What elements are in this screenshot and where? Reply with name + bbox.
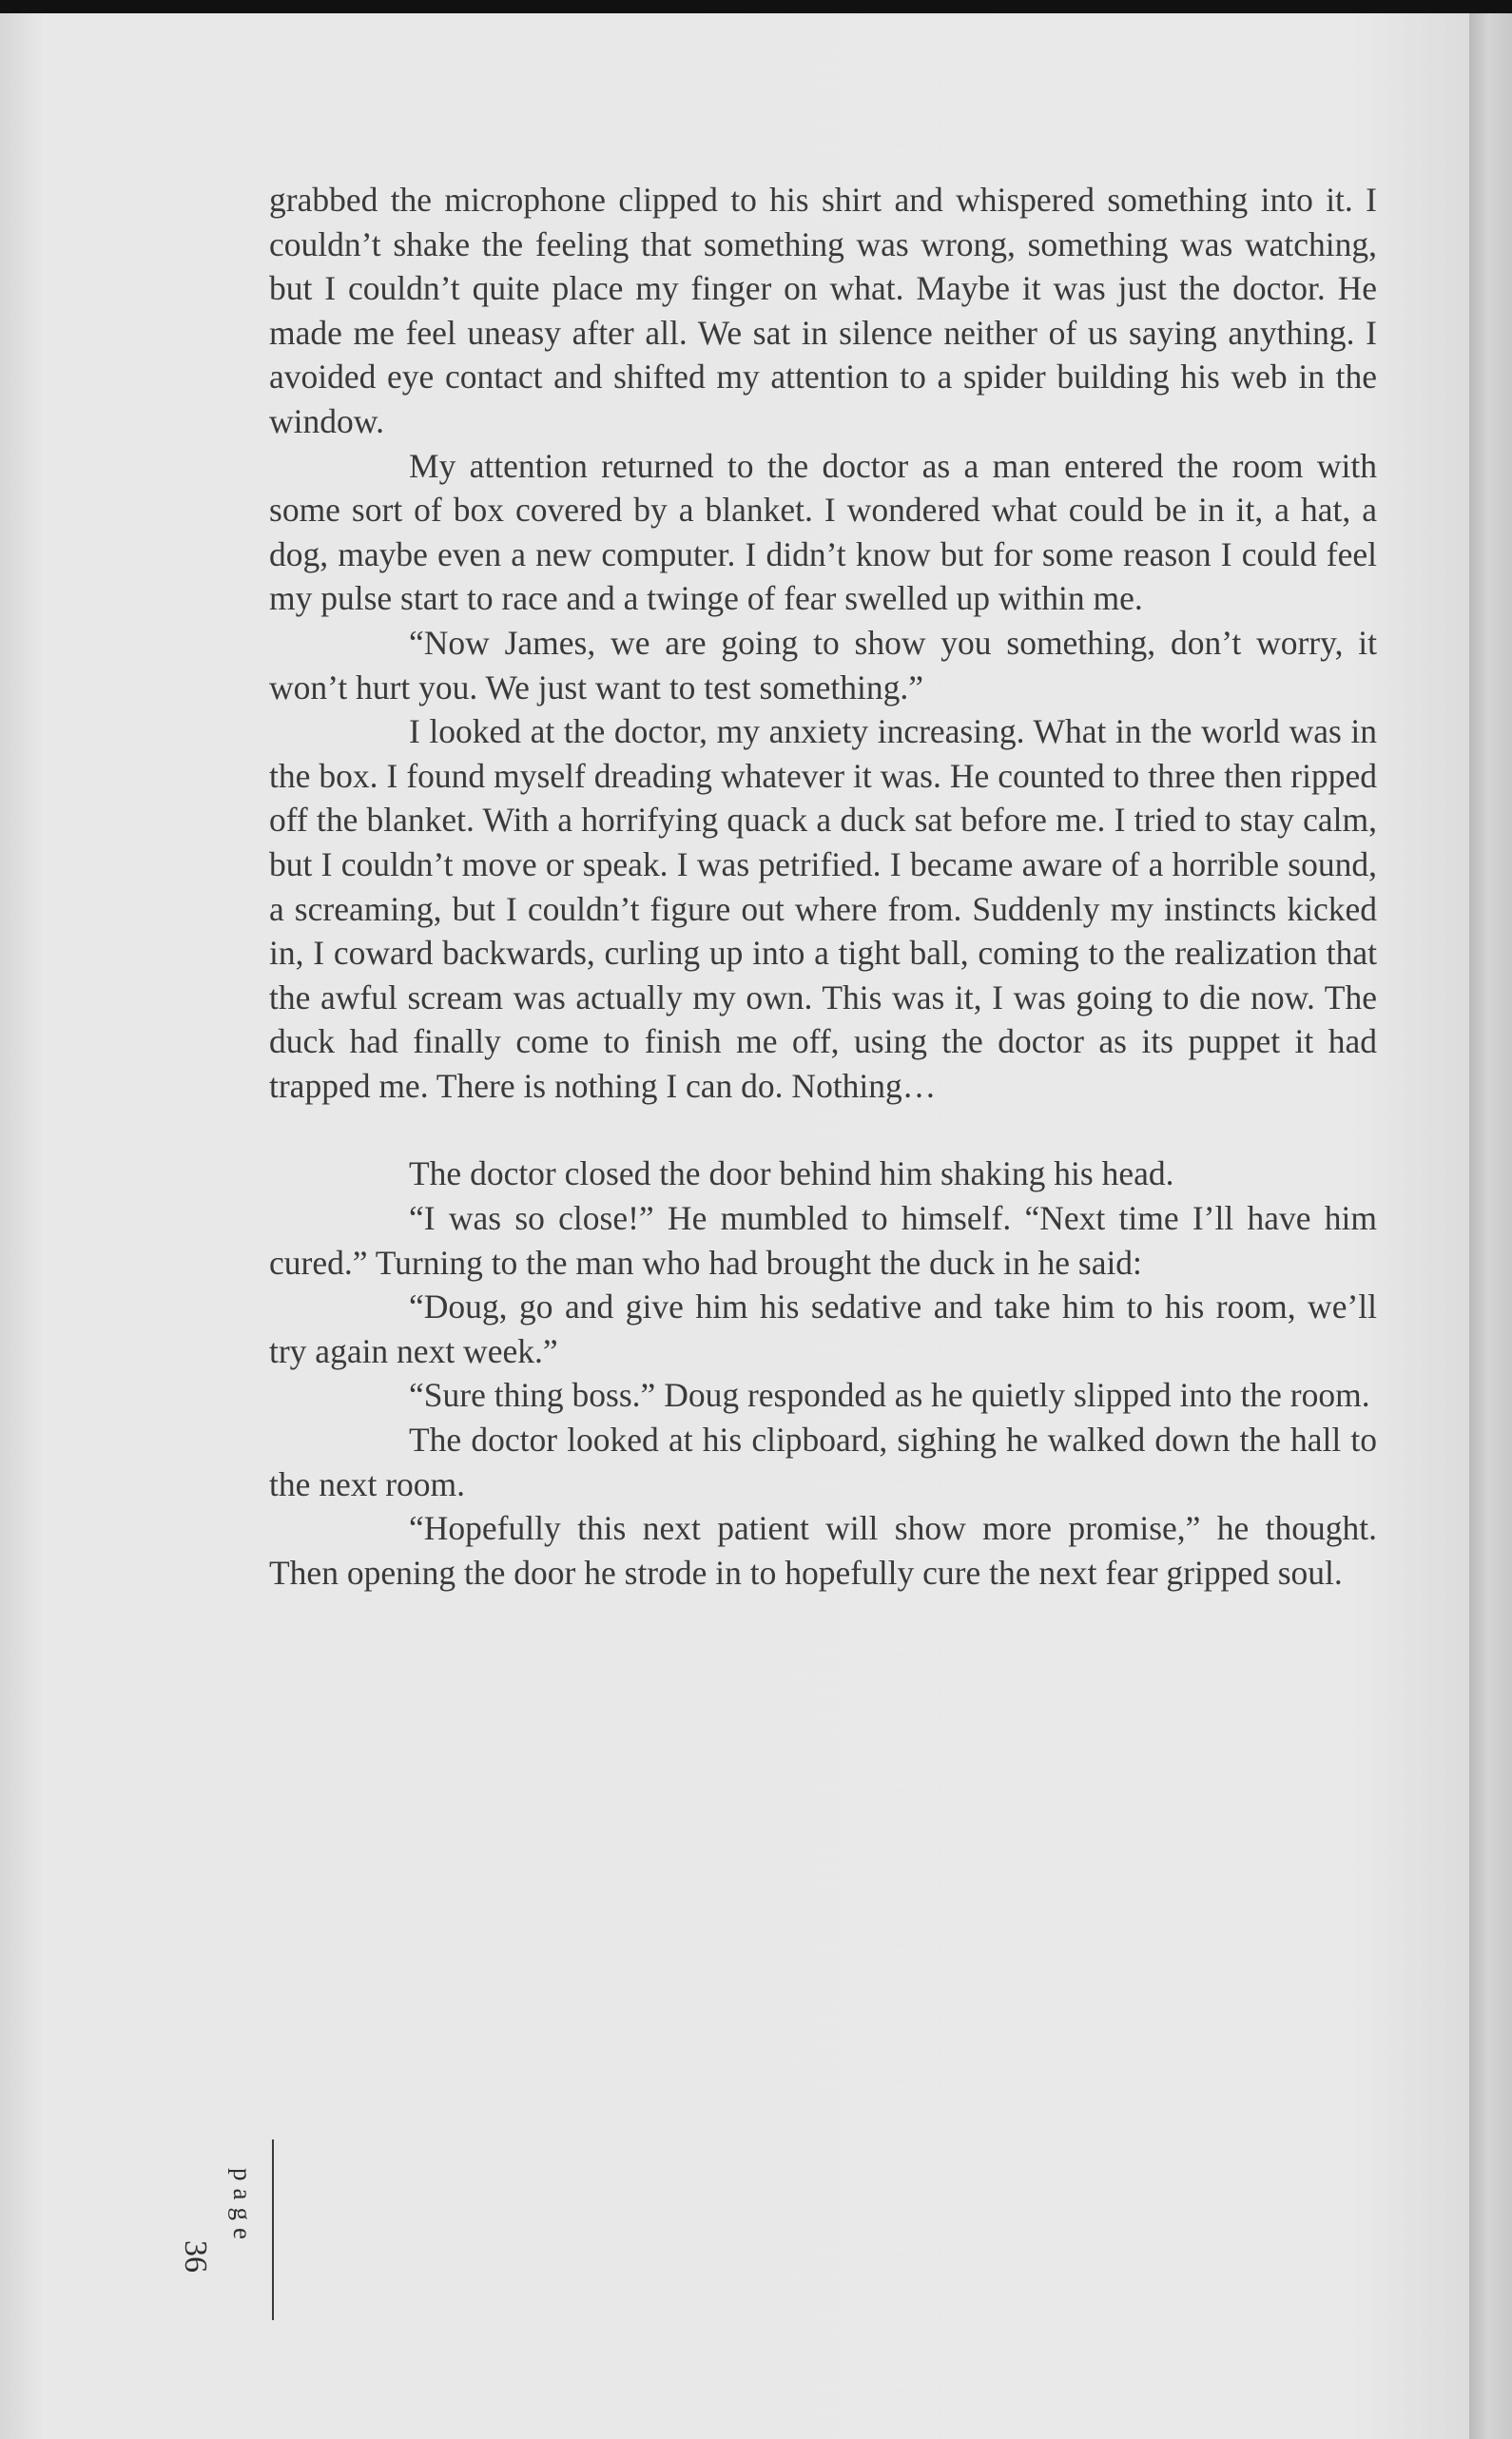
- paragraph: “Doug, go and give him his sedative and take him to his room, we’ll try again next week.”: [269, 1287, 1377, 1370]
- footer-rule: [272, 2139, 274, 2320]
- paragraph: I looked at the doctor, my anxiety increasing. What in the world was in the box. I found myself dreading whatever it was. He counted to three then ripped off the blanket. With a horrifying quack a duck sat before me. I tried to stay calm, but I couldn’t move or speak. I was petrified. I became aware of a horrible sound, a screaming, but I couldn’t figure out where from. Suddenly my instincts kicked in, I coward backwards, curling up into a tight ball, coming to the realization that the awful scream was actually my own. This was it, I was going to die now. The duck had finally come to finish me off, using the doctor as its puppet it had trapped me. There is nothing I can do. Nothing…: [269, 712, 1377, 1105]
- paragraph: “Now James, we are going to show you something, don’t worry, it won’t hurt you. We just want to test something.”: [269, 623, 1377, 707]
- page-edge-shadow: [1469, 13, 1512, 2439]
- story-text: [269, 178, 1377, 1595]
- paragraph: “Hopefully this next patient will show more promise,” he thought. Then opening the door he strode in to hopefully cure the next fear gripped soul.: [269, 1509, 1377, 1592]
- page-number: 36: [178, 2240, 213, 2273]
- page-label: page: [228, 2168, 257, 2247]
- scan-top-border: [0, 0, 1512, 13]
- paragraph: “I was so close!” He mumbled to himself. “Next time I’ll have him cured.” Turning to the man who had brought the duck in he said:: [269, 1199, 1377, 1282]
- paragraph: “Sure thing boss.” Doug responded as he quietly slipped into the room.: [409, 1376, 1370, 1415]
- paragraph: My attention returned to the doctor as a man entered the room with some sort of box covered by a blanket. I wondered what could be in it, a hat, a dog, maybe even a new computer. I didn’t know but for some reason I could feel my pulse start to race and a twinge of fear swelled up within me.: [269, 446, 1377, 618]
- paragraph: grabbed the microphone clipped to his shirt and whispered something into it. I couldn’t shake the feeling that something was wrong, something was watching, but I couldn’t quite place my finger on what. Maybe it was just the doctor. He made me feel uneasy after all. We sat in silence neither of us saying anything. I avoided eye contact and shifted my attention to a spider building his web in the window.: [269, 181, 1377, 440]
- paragraph: The doctor looked at his clipboard, sighing he walked down the hall to the next room.: [269, 1421, 1377, 1503]
- paragraph: The doctor closed the door behind him shaking his head.: [409, 1154, 1174, 1193]
- page-footer: [178, 2139, 295, 2330]
